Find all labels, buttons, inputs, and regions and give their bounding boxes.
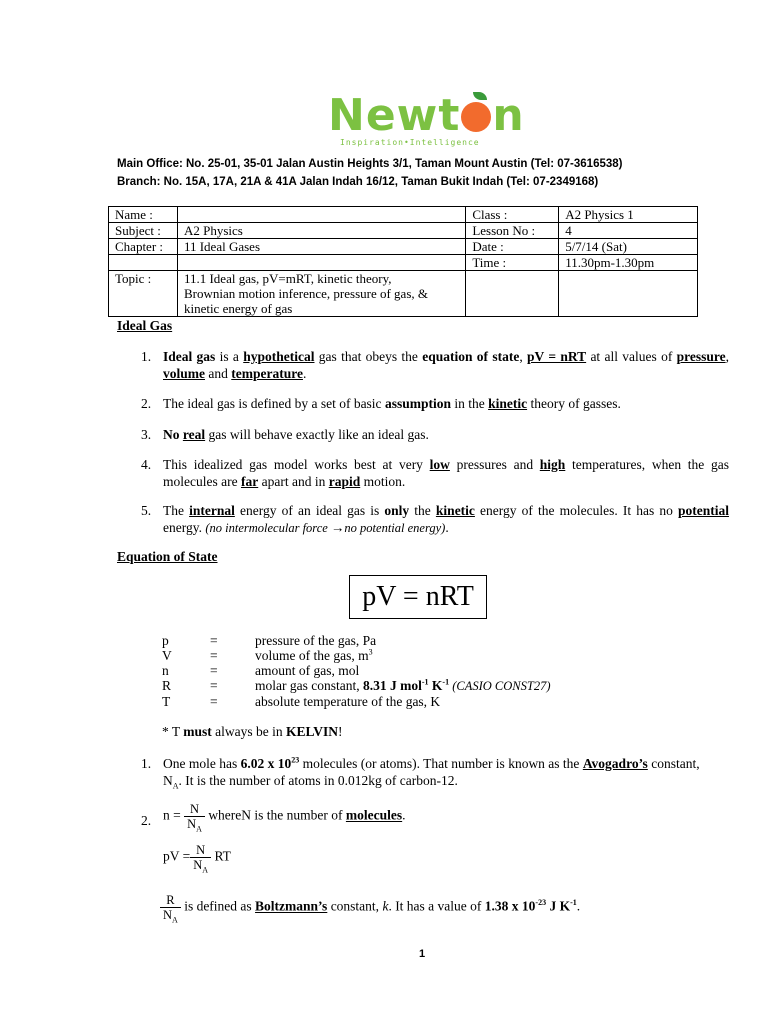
- ideal-gas-heading: Ideal Gas: [117, 318, 173, 333]
- table-row: [109, 223, 698, 239]
- chapter-label: Chapter :: [109, 239, 178, 255]
- kelvin-note: * T must always be in KELVIN!: [162, 724, 343, 739]
- date-label: Date :: [466, 239, 559, 255]
- table-row: [109, 207, 698, 223]
- subject-value: A2 Physics: [177, 223, 465, 239]
- topic-label: Topic :: [109, 271, 178, 317]
- lesson-value: 4: [559, 223, 698, 239]
- lesson-label: Lesson No :: [466, 223, 559, 239]
- table-row: [109, 239, 698, 255]
- main-office-address: Main Office: No. 25-01, 35-01 Jalan Austin Heights 3/1, Taman Mount Austin (Tel: 07-3616538): [117, 158, 623, 170]
- newton-logo: [328, 92, 528, 150]
- branch-address: Branch: No. 15A, 17A, 21A & 41A Jalan Indah 16/12, Taman Bukit Indah (Tel: 07-2349168): [117, 176, 599, 188]
- name-label: Name :: [109, 207, 178, 223]
- arrow-icon: →: [330, 520, 345, 535]
- fraction: $\frac{N}{N_A}$: [190, 843, 211, 872]
- fraction: $\frac{R}{N_A}$: [160, 893, 181, 922]
- lesson-info-table: [108, 206, 698, 317]
- boltzmann-definition: $\frac{R}{N_A}$ is defined as Boltzmann’s constant, k. It has a value of 1.38 x $10^{-23}$ J $K^{-1}$.: [160, 893, 580, 922]
- time-label: Time :: [466, 255, 559, 271]
- equation-of-state-heading: Equation of State: [117, 549, 218, 564]
- ideal-gas-equation: pV = nRT: [349, 575, 487, 619]
- apple-icon: [461, 102, 491, 132]
- chapter-value: 11 Ideal Gases: [177, 239, 465, 255]
- class-label: Class :: [466, 207, 559, 223]
- page-number: 1: [418, 948, 426, 960]
- subject-label: Subject :: [109, 223, 178, 239]
- table-row: [109, 271, 698, 317]
- logo-tagline: Inspiration•Intelligence: [340, 138, 480, 147]
- class-value: A2 Physics 1: [559, 207, 698, 223]
- time-value: 11.30pm-1.30pm: [559, 255, 698, 271]
- date-value: 5/7/14 (Sat): [559, 239, 698, 255]
- logo-wordmark: Newt n: [328, 90, 525, 141]
- name-value: [177, 207, 465, 223]
- topic-value: 11.1 Ideal gas, pV=mRT, kinetic theory, Brownian motion inference, pressure of gas, & kinetic energy of gas: [177, 271, 465, 317]
- pv-substitution: pV = $\frac{N}{N_A}$ RT: [163, 843, 231, 875]
- table-row: [109, 255, 698, 271]
- fraction: $\frac{N}{N_A}$: [184, 802, 205, 831]
